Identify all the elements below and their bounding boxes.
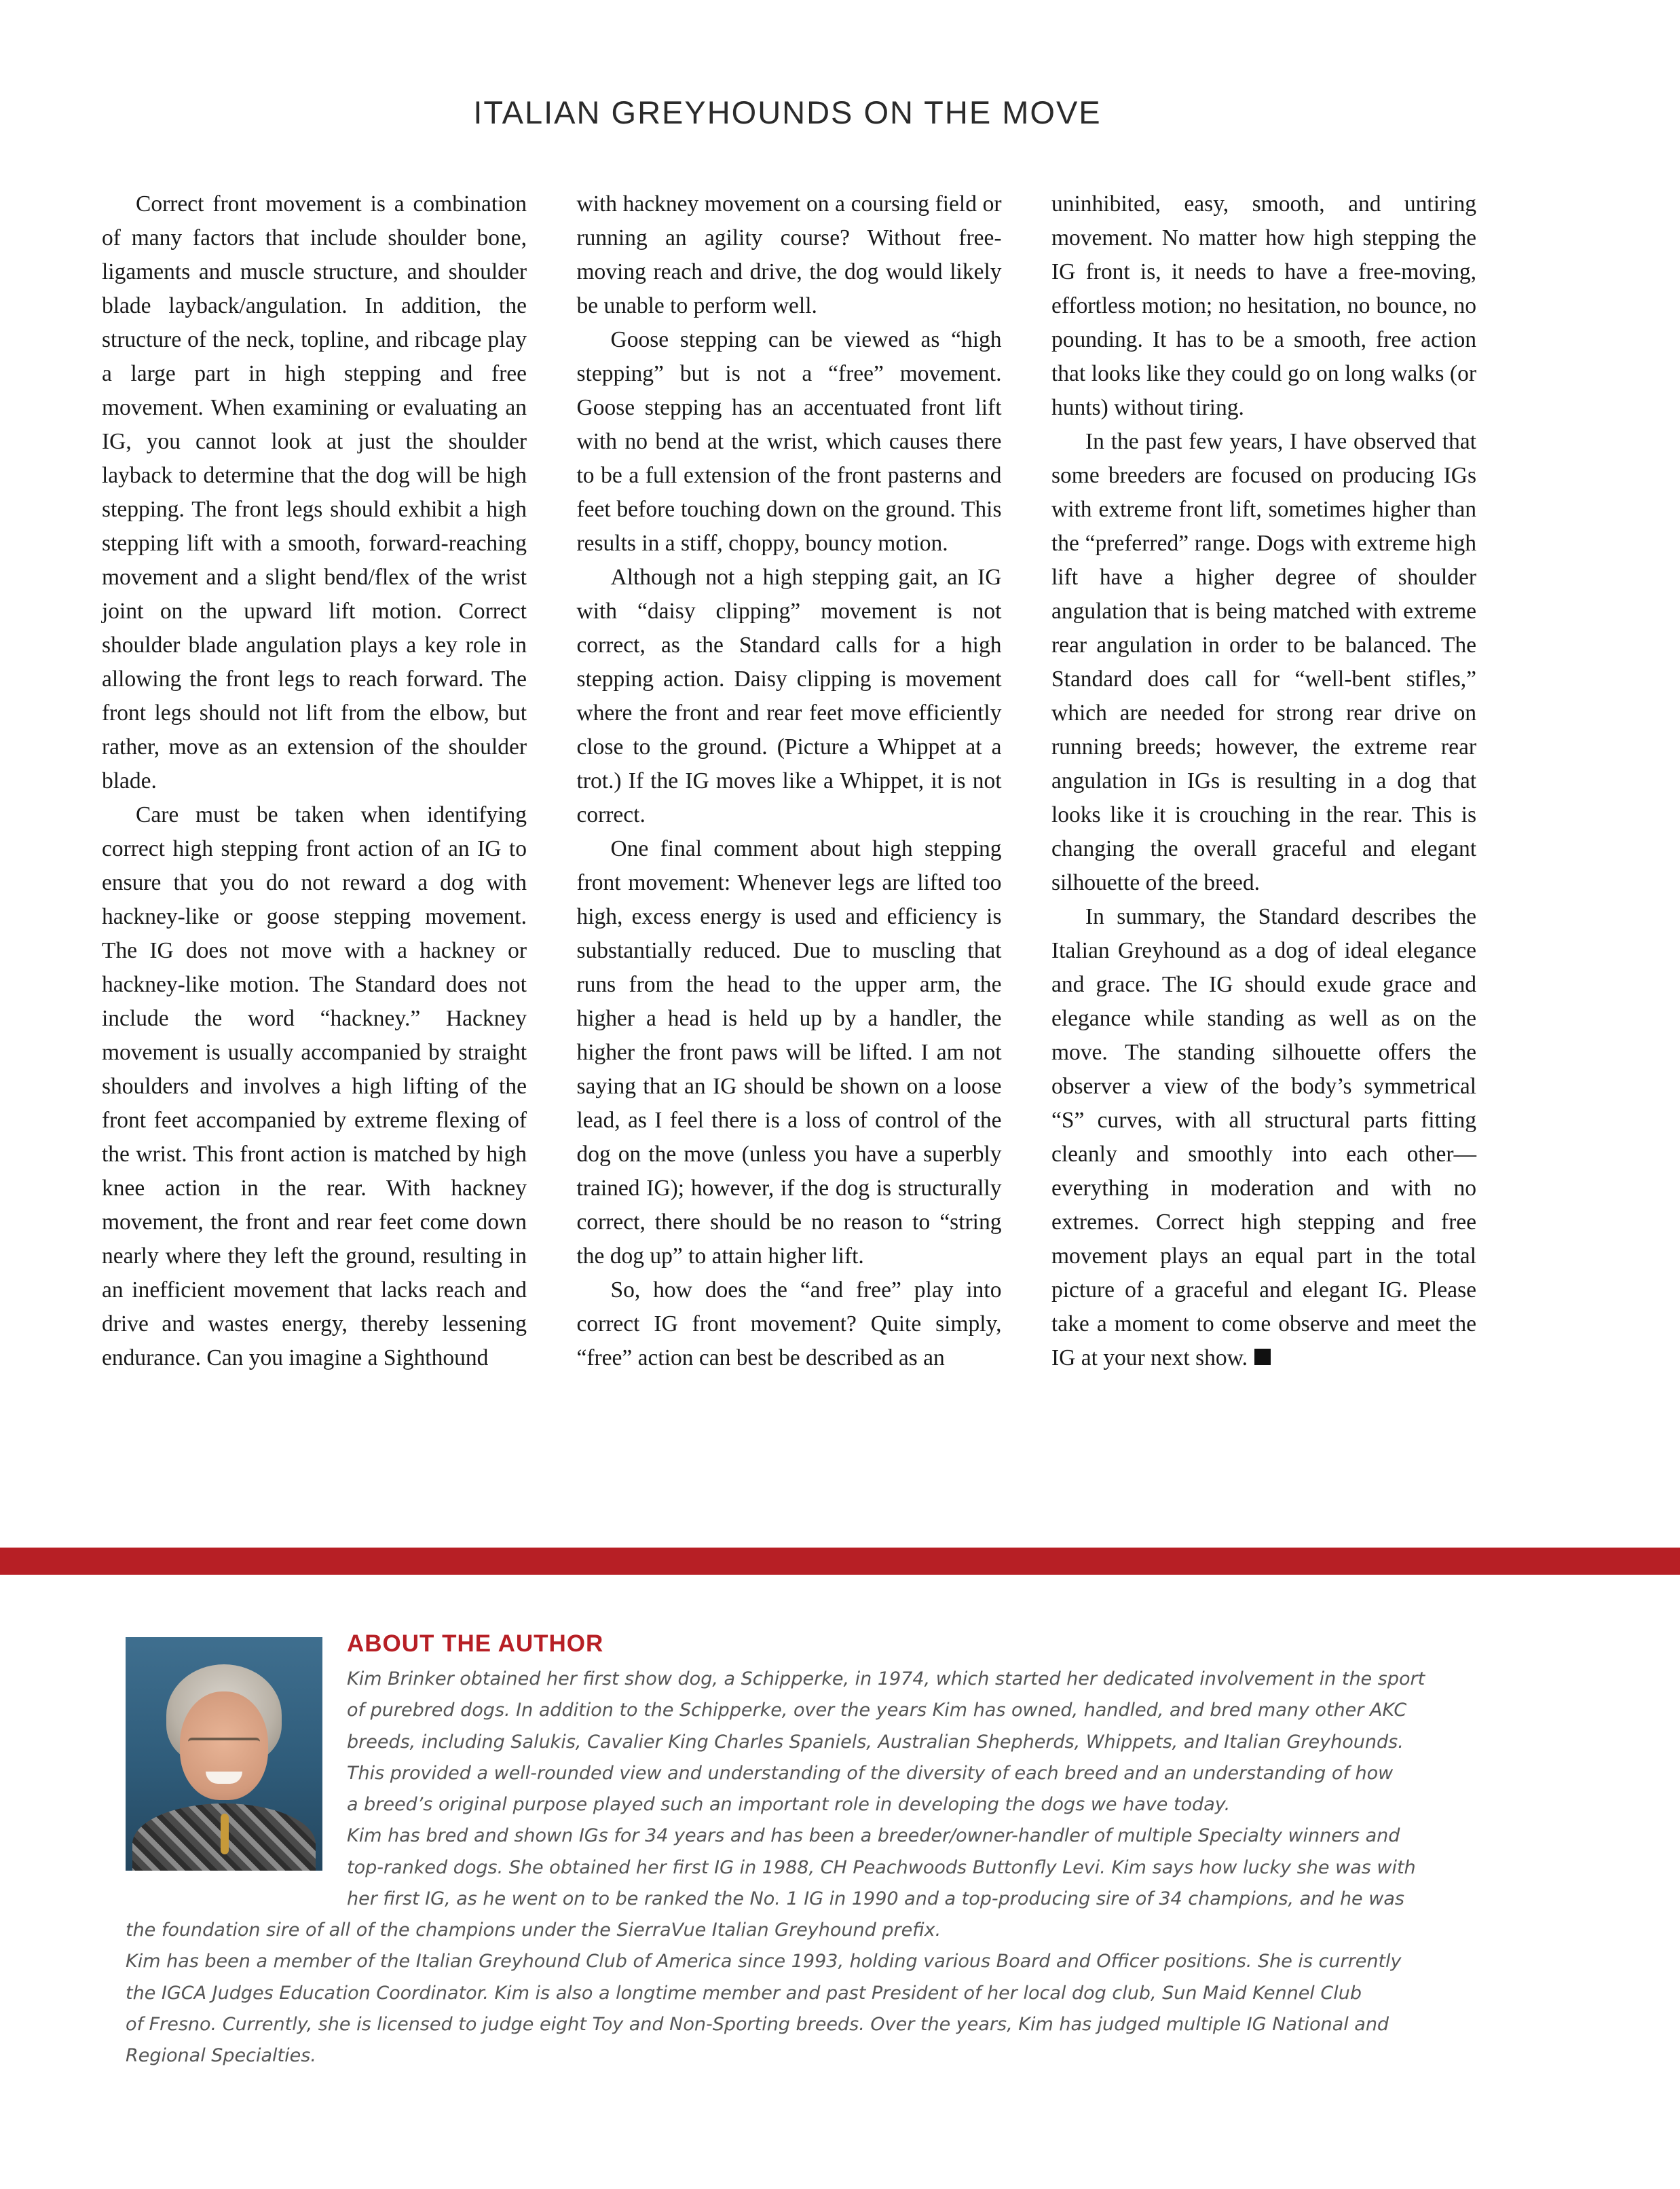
author-photo-glasses (188, 1738, 260, 1755)
author-bio-bottom (126, 1915, 1460, 2072)
bio-line: the foundation sire of all of the champions under the SierraVue Italian Greyhound prefix. (126, 1920, 941, 1941)
bio-line: of purebred dogs. In addition to the Schipperke, over the years Kim has owned, handled, and bred many other AKC (347, 1700, 1407, 1721)
page-title: ITALIAN GREYHOUNDS ON THE MOVE (473, 94, 1102, 130)
paragraph: So, how does the “and free” play into correct IG front movement? Quite simply, “free” action can best be described as an (576, 1277, 1002, 1370)
paragraph-text: In summary, the Standard describes the Italian Greyhound as a dog of ideal elegance and grace. The IG should exude grace and elegance while standing as well as on the move. The standing silhouette offers the observer a view of the body’s symmetrical “S” curves, with all structural parts fitting cleanly and smoothly into each other—everything in moderation and with no extremes. Correct high stepping and free movement plays an equal part in the total picture of a graceful and elegant IG. Please take a moment to come observe and meet the IG at your next show. (1051, 904, 1476, 1370)
end-mark-icon (1254, 1349, 1271, 1365)
bio-line: of Fresno. Currently, she is licensed to judge eight Toy and Non-Sporting breeds. Over the years, Kim has judged multiple IG National and (126, 2013, 1389, 2035)
bio-line: This provided a well-rounded view and understanding of the diversity of each breed and an understanding of how (347, 1762, 1394, 1784)
article-column-3 (1051, 187, 1476, 1463)
bio-line: Regional Specialties. (126, 2045, 316, 2067)
author-bio-top (347, 1664, 1460, 1915)
bio-line: Kim has bred and shown IGs for 34 years and has been a breeder/owner-handler of multiple Specialty winners and (347, 1825, 1400, 1847)
section-divider (0, 1548, 1680, 1575)
paragraph: Care must be taken when identifying correct high stepping front action of an IG to ensure that you do not reward a dog with hackney-like or goose stepping movement. The IG does not move with a hackney or hackney-like motion. The Standard does not include the word “hackney.” Hackney movement is usually accompanied by straight shoulders and involves a high lifting of the front feet accompanied by extreme flexing of the wrist. This front action is matched by high knee action in the rear. With hackney movement, the front and rear feet come down nearly where they left the ground, resulting in an inefficient movement that lacks reach and drive and wastes energy, thereby lessening endurance. Can you imagine a Sighthound (102, 802, 527, 1370)
bio-line: Kim Brinker obtained her first show dog, a Schipperke, in 1974, which started her dedicated involvement in the sport (347, 1668, 1425, 1689)
about-author-heading: ABOUT THE AUTHOR (347, 1630, 604, 1657)
article-body (102, 187, 1476, 1463)
paragraph: In the past few years, I have observed that some breeders are focused on producing IGs with extreme front lift, sometimes higher than the “preferred” range. Dogs with extreme high lift have a higher degree of shoulder angulation that is being matched with extreme rear angulation in order to be balanced. The Standard does call for “well-bent stifles,” which are needed for strong rear drive on running breeds; however, the extreme rear angulation in IGs is resulting in a dog that looks like it is crouching in the rear. This is changing the overall graceful and elegant silhouette of the breed. (1051, 429, 1476, 895)
bio-line: the IGCA Judges Education Coordinator. Kim is also a longtime member and past President of her local dog club, Sun Maid Kennel Club (126, 1982, 1362, 2004)
bio-line: breeds, including Salukis, Cavalier King Charles Spaniels, Australian Shepherds, Whippets, and Italian Greyhounds. (347, 1731, 1404, 1753)
bio-line: top-ranked dogs. She obtained her first IG in 1988, CH Peachwoods Buttonfly Levi. Kim says how lucky she was with (347, 1856, 1416, 1878)
paragraph: One final comment about high stepping front movement: Whenever legs are lifted too high, excess energy is used and efficiency is substantially reduced. Due to muscling that runs from the head to the upper arm, the higher a head is held up by a handler, the higher the front paws will be lifted. I am not saying that an IG should be shown on a loose lead, as I feel there is a loss of control of the dog on the move (unless you have a superbly trained IG); however, if the dog is structurally correct, there should be no reason to “string the dog up” to attain higher lift. (576, 836, 1002, 1269)
article-column-1 (102, 187, 527, 1463)
paragraph: Although not a high stepping gait, an IG with “daisy clipping” movement is not correct, as the Standard calls for a high stepping action. Daisy clipping is movement where the front and rear feet move efficiently close to the ground. (Picture a Whippet at a trot.) If the IG moves like a Whippet, it is not correct. (576, 565, 1002, 827)
paragraph: with hackney movement on a coursing field or running an agility course? Without free-moving reach and drive, the dog would likely be unable to perform well. (576, 191, 1002, 318)
paragraph: Goose stepping can be viewed as “high stepping” but is not a “free” movement. Goose stepping has an accentuated front lift with no bend at the wrist, which causes there to be a full extension of the front pasterns and feet before touching down on the ground. This results in a stiff, choppy, bouncy motion. (576, 327, 1002, 556)
paragraph (1051, 900, 1476, 1375)
article-column-2 (577, 187, 1002, 1463)
paragraph: uninhibited, easy, smooth, and untiring movement. No matter how high stepping the IG front is, it needs to have a free-moving, effortless motion; no hesitation, no bounce, no pounding. It has to be a smooth, free action that looks like they could go on long walks (or hunts) without tiring. (1051, 191, 1476, 420)
author-photo-pendant (221, 1814, 229, 1854)
bio-line: a breed’s original purpose played such an important role in developing the dogs we have today. (347, 1794, 1231, 1816)
paragraph: Correct front movement is a combination of many factors that include shoulder bone, ligaments and muscle structure, and shoulder blade layback/angulation. In addition, the structure of the neck, topline, and ribcage play a large part in high stepping and free movement. When examining or evaluating an IG, you cannot look at just the shoulder layback to determine that the dog will be high stepping. The front legs should exhibit a high stepping lift with a smooth, forward-reaching movement and a slight bend/flex of the wrist joint on the upward lift motion. Correct shoulder blade angulation plays a key role in allowing the front legs to reach forward. The front legs should not lift from the elbow, but rather, move as an extension of the shoulder blade. (102, 191, 527, 793)
author-photo (126, 1637, 322, 1871)
bio-line: her first IG, as he went on to be ranked the No. 1 IG in 1990 and a top-producing sire of 34 champions, and he was (347, 1888, 1404, 1910)
bio-line: Kim has been a member of the Italian Greyhound Club of America since 1993, holding various Board and Officer positions. She is currently (126, 1951, 1402, 1972)
